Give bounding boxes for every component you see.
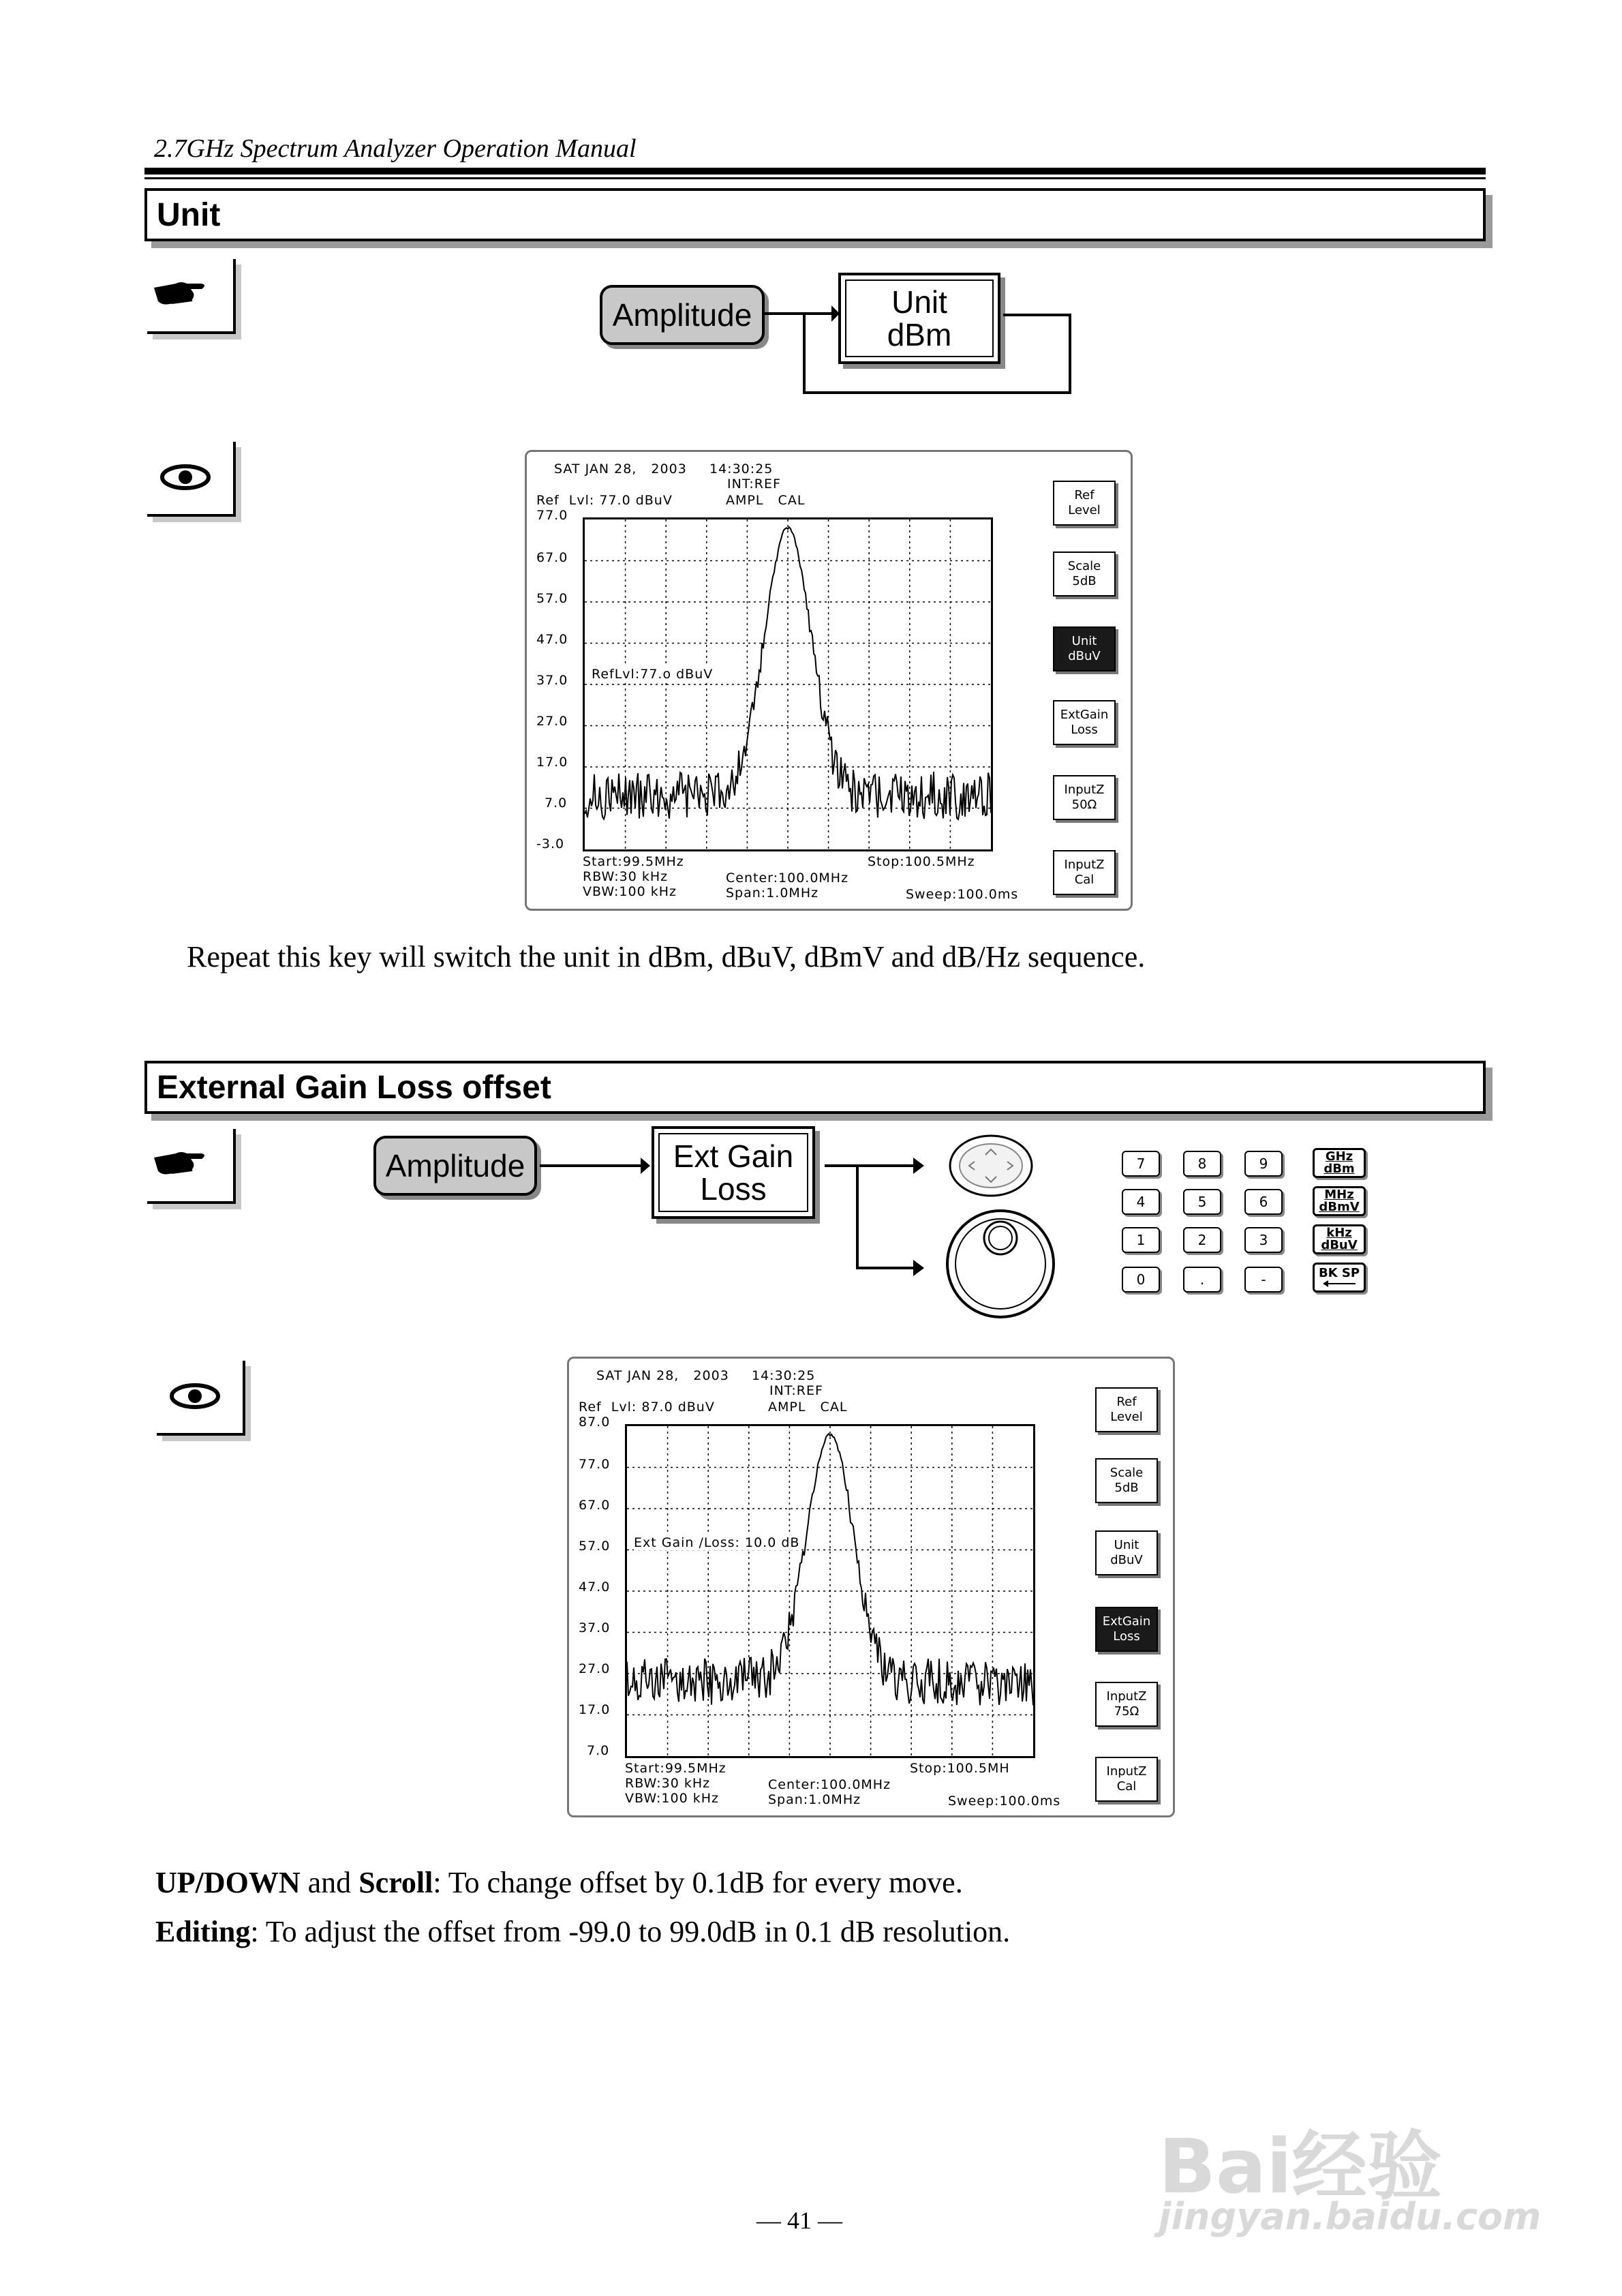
screen-stop: Stop:100.5MH (910, 1761, 1010, 1776)
softkey-scale[interactable] (1053, 552, 1116, 596)
softkey-label: Scale (1110, 1466, 1144, 1480)
unit-key-label: kHz (1326, 1226, 1352, 1240)
softkey-label: InputZ (1106, 1689, 1147, 1704)
key-khz-dbuv[interactable] (1313, 1224, 1366, 1254)
softkey-value: 5dB (1072, 574, 1097, 588)
softkey-value: Cal (1116, 1779, 1137, 1794)
view-hint (147, 442, 236, 517)
section-title-unit: Unit (144, 188, 1486, 241)
bold-term: Scroll (358, 1866, 433, 1899)
screen-date: SAT JAN 28, 2003 (554, 462, 687, 477)
ext-description-line1 (155, 1865, 963, 1900)
softkey-label: InputZ (1064, 783, 1105, 797)
trace-plot (625, 1424, 1035, 1758)
softkey-inputz[interactable] (1053, 775, 1116, 820)
y-tick: 77.0 (579, 1457, 611, 1472)
baidu-watermark: Bai经验 (1159, 2123, 1442, 2210)
softkey-value: 5dB (1114, 1481, 1139, 1495)
softkey-label: Ref (1074, 488, 1095, 502)
softkey-inputz-cal[interactable] (1095, 1757, 1158, 1802)
softkey-label: Unit (1071, 634, 1097, 648)
softkey-value: Loss (1113, 1629, 1140, 1644)
softkey-label: Ref (1116, 1395, 1137, 1409)
softkey-value: Loss (1071, 723, 1098, 737)
softkey-value: 75Ω (1114, 1704, 1139, 1719)
y-tick: 87.0 (579, 1415, 611, 1430)
pointing-hand-icon (151, 1145, 213, 1186)
key-9[interactable]: 9 (1244, 1151, 1283, 1177)
screen-vbw: VBW:100 kHz (583, 884, 677, 899)
unit-key-value: dBm (887, 317, 952, 352)
backspace-arrow-icon (1321, 1280, 1357, 1288)
softkey-extgain-loss[interactable] (1095, 1607, 1158, 1652)
text-run: and (300, 1866, 359, 1899)
eye-icon (158, 458, 219, 499)
eye-icon (168, 1377, 229, 1418)
y-tick: 47.0 (579, 1580, 611, 1595)
view-hint (157, 1361, 245, 1436)
trace-annotation: RefLvl:77.o dBuV (592, 667, 714, 682)
key-4[interactable]: 4 (1122, 1189, 1160, 1215)
y-tick: -3.0 (536, 836, 565, 851)
unit-description: Repeat this key will switch the unit in dBm, dBuV, dBmV and dB/Hz sequence. (187, 940, 1146, 973)
y-tick: 57.0 (579, 1539, 611, 1554)
softkey-label: Scale (1067, 559, 1101, 573)
trace-annotation: Ext Gain /Loss: 10.0 dB (634, 1535, 800, 1550)
softkey-value: dBuV (1110, 1553, 1143, 1567)
screen-start: Start:99.5MHz (625, 1761, 726, 1776)
y-tick: 67.0 (579, 1498, 611, 1513)
key-5[interactable]: 5 (1183, 1189, 1221, 1215)
y-tick: 37.0 (536, 673, 568, 688)
key-8[interactable]: 8 (1183, 1151, 1221, 1177)
softkey-label: InputZ (1064, 858, 1105, 872)
softkey-value: Level (1068, 503, 1101, 517)
up-down-arrow-pad[interactable] (947, 1132, 1036, 1200)
screen-stop: Stop:100.5MHz (868, 854, 975, 869)
key-ghz-dbm[interactable] (1313, 1148, 1366, 1178)
manual-title: 2.7GHz Spectrum Analyzer Operation Manual (154, 134, 637, 163)
unit-key-value: dBuV (1321, 1238, 1358, 1252)
softkey-value: Level (1110, 1410, 1143, 1424)
y-tick: 67.0 (536, 550, 568, 565)
screen-date: SAT JAN 28, 2003 (596, 1368, 729, 1383)
key-1[interactable]: 1 (1122, 1227, 1160, 1253)
key-3[interactable]: 3 (1244, 1227, 1283, 1253)
key-decimal[interactable]: . (1183, 1267, 1221, 1293)
screen-sweep: Sweep:100.0ms (948, 1794, 1061, 1809)
softkey-ref-level[interactable] (1053, 481, 1116, 526)
ext-flow-arrows (538, 1152, 934, 1282)
unit-key-value: dBmV (1319, 1200, 1360, 1214)
pointing-hand-icon (151, 275, 213, 316)
y-tick: 17.0 (579, 1702, 611, 1717)
header-rule-thin (144, 177, 1486, 179)
y-tick: 57.0 (536, 591, 568, 606)
key-7[interactable]: 7 (1122, 1151, 1160, 1177)
key-backspace[interactable] (1313, 1263, 1366, 1293)
spectrum-trace (585, 519, 991, 849)
y-tick: 47.0 (536, 632, 568, 647)
header-rule (144, 168, 1486, 175)
softkey-unit[interactable] (1053, 626, 1116, 671)
screen-center: Center:100.0MHz (768, 1777, 891, 1792)
softkey-extgain-loss[interactable] (1053, 700, 1116, 745)
screen-ref-level: Ref Lvl: 87.0 dBuV (579, 1400, 715, 1415)
ext-description-line2 (155, 1914, 1010, 1949)
screen-center: Center:100.0MHz (726, 871, 849, 886)
y-tick: 7.0 (587, 1743, 610, 1758)
softkey-value: Cal (1074, 873, 1095, 887)
softkey-label: ExtGain (1102, 1614, 1151, 1629)
softkey-label: InputZ (1106, 1764, 1147, 1779)
softkey-label: Unit (1114, 1538, 1139, 1552)
unit-key-label: Unit (891, 284, 947, 320)
ext-key-label: Ext Gain (673, 1138, 794, 1174)
spectrum-trace (627, 1426, 1033, 1756)
screen-span: Span:1.0MHz (726, 886, 819, 901)
screen-ampl-cal: AMPL CAL (726, 493, 806, 508)
unit-key-label: GHz (1325, 1149, 1353, 1164)
scroll-knob[interactable] (946, 1207, 1062, 1323)
y-tick: 37.0 (579, 1620, 611, 1635)
screen-start: Start:99.5MHz (583, 854, 684, 869)
softkey-scale[interactable] (1095, 1458, 1158, 1503)
screen-int-ref: INT:REF (727, 477, 781, 492)
text-run: : To adjust the offset from -99.0 to 99.0dB in 0.1 dB resolution. (250, 1915, 1011, 1948)
softkey-unit[interactable] (1095, 1530, 1158, 1575)
y-tick: 17.0 (536, 755, 568, 770)
key-press-hint (147, 259, 236, 334)
key-6[interactable]: 6 (1244, 1189, 1283, 1215)
screen-time: 14:30:25 (752, 1368, 816, 1383)
y-tick: 7.0 (545, 796, 568, 811)
softkey-inputz[interactable] (1095, 1682, 1158, 1727)
page-number: — 41 — (756, 2207, 842, 2234)
unit-key-label: BK SP (1318, 1266, 1360, 1280)
softkey-value: dBuV (1068, 649, 1101, 663)
analyzer-screen-ext-gain (567, 1357, 1175, 1817)
baidu-watermark-url: jingyan.baidu.com (1159, 2195, 1542, 2238)
screen-ref-level: Ref Lvl: 77.0 dBuV (536, 493, 673, 508)
screen-int-ref: INT:REF (769, 1383, 823, 1398)
key-2[interactable]: 2 (1183, 1227, 1221, 1253)
key-0[interactable]: 0 (1122, 1267, 1160, 1293)
y-tick: 77.0 (536, 508, 568, 523)
key-press-hint (147, 1129, 236, 1204)
screen-rbw: RBW:30 kHz (583, 869, 669, 884)
screen-rbw: RBW:30 kHz (625, 1776, 711, 1791)
unit-key-value: dBm (1323, 1162, 1355, 1176)
text-run: : To change offset by 0.1dB for every move. (433, 1866, 963, 1899)
analyzer-screen-unit (525, 450, 1133, 911)
softkey-value: 50Ω (1071, 798, 1097, 812)
screen-span: Span:1.0MHz (768, 1792, 861, 1807)
screen-sweep: Sweep:100.0ms (906, 887, 1019, 902)
screen-time: 14:30:25 (709, 462, 774, 477)
section-title-ext-gain: External Gain Loss offset (144, 1061, 1486, 1114)
softkey-inputz-cal[interactable] (1053, 850, 1116, 895)
bold-term: Editing (155, 1915, 251, 1948)
softkey-label: ExtGain (1060, 708, 1109, 722)
screen-vbw: VBW:100 kHz (625, 1791, 719, 1806)
screen-ampl-cal: AMPL CAL (768, 1400, 848, 1415)
trace-plot (583, 517, 993, 851)
key-mhz-dbmv[interactable] (1313, 1186, 1366, 1216)
ext-key-value: Loss (700, 1171, 767, 1207)
unit-flow-arrows (763, 300, 1077, 402)
softkey-ref-level[interactable] (1095, 1387, 1158, 1432)
y-tick: 27.0 (579, 1661, 611, 1676)
bold-term: UP/DOWN (155, 1866, 301, 1899)
key-minus[interactable]: - (1244, 1267, 1283, 1293)
amplitude-key[interactable]: Amplitude (600, 285, 765, 345)
unit-key-label: MHz (1324, 1188, 1354, 1202)
y-tick: 27.0 (536, 714, 568, 729)
amplitude-key[interactable]: Amplitude (373, 1136, 537, 1196)
